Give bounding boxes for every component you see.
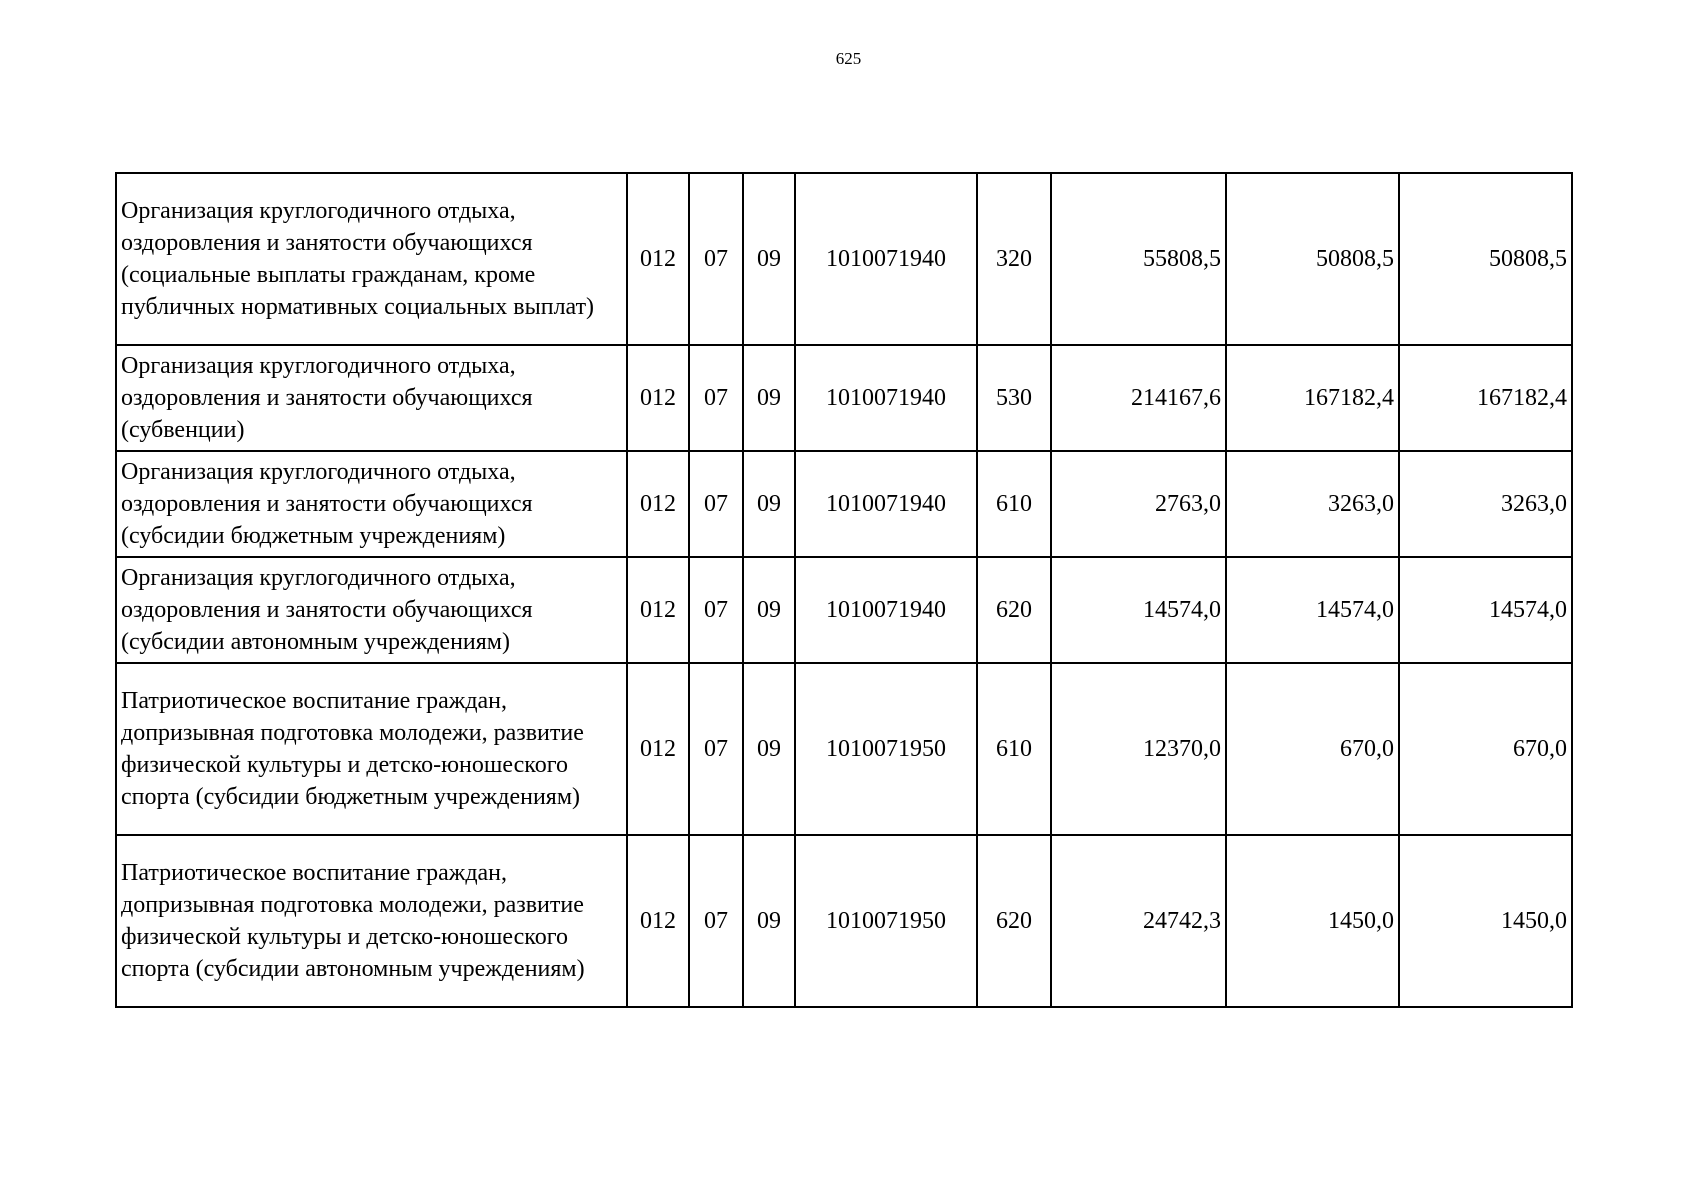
amount-year-2: 670,0 [1226, 663, 1399, 835]
ministry-code: 012 [627, 173, 689, 345]
target-article-code: 1010071940 [795, 173, 977, 345]
amount-year-2: 50808,5 [1226, 173, 1399, 345]
section-code: 07 [689, 451, 743, 557]
amount-year-2: 14574,0 [1226, 557, 1399, 663]
table-row [116, 663, 1572, 835]
target-article-code: 1010071940 [795, 557, 977, 663]
table-row [116, 345, 1572, 451]
section-code: 07 [689, 557, 743, 663]
ministry-code: 012 [627, 557, 689, 663]
row-description: Организация круглогодичного отдыха, оздоровления и занятости обучающихся (социальные выплаты гражданам, кроме публичных нормативных социальных выплат) [116, 173, 627, 345]
ministry-code: 012 [627, 345, 689, 451]
expense-type-code: 610 [977, 451, 1051, 557]
row-description: Организация круглогодичного отдыха, оздоровления и занятости обучающихся (субвенции) [116, 345, 627, 451]
target-article-code: 1010071950 [795, 663, 977, 835]
table-row [116, 557, 1572, 663]
subsection-code: 09 [743, 663, 795, 835]
ministry-code: 012 [627, 835, 689, 1007]
amount-year-1: 55808,5 [1051, 173, 1226, 345]
table-row [116, 835, 1572, 1007]
section-code: 07 [689, 345, 743, 451]
target-article-code: 1010071950 [795, 835, 977, 1007]
amount-year-3: 14574,0 [1399, 557, 1572, 663]
ministry-code: 012 [627, 451, 689, 557]
amount-year-3: 3263,0 [1399, 451, 1572, 557]
expense-type-code: 620 [977, 835, 1051, 1007]
amount-year-3: 167182,4 [1399, 345, 1572, 451]
amount-year-1: 2763,0 [1051, 451, 1226, 557]
page-number: 625 [835, 49, 862, 68]
ministry-code: 012 [627, 663, 689, 835]
section-code: 07 [689, 835, 743, 1007]
subsection-code: 09 [743, 451, 795, 557]
subsection-code: 09 [743, 557, 795, 663]
row-description: Патриотическое воспитание граждан, допризывная подготовка молодежи, развитие физической культуры и детско-юношеского спорта (субсидии автономным учреждениям) [116, 835, 627, 1007]
amount-year-1: 14574,0 [1051, 557, 1226, 663]
amount-year-3: 50808,5 [1399, 173, 1572, 345]
section-code: 07 [689, 663, 743, 835]
expense-type-code: 610 [977, 663, 1051, 835]
row-description: Организация круглогодичного отдыха, оздоровления и занятости обучающихся (субсидии автономным учреждениям) [116, 557, 627, 663]
subsection-code: 09 [743, 173, 795, 345]
expense-type-code: 620 [977, 557, 1051, 663]
table-row [116, 173, 1572, 345]
amount-year-2: 167182,4 [1226, 345, 1399, 451]
expense-type-code: 320 [977, 173, 1051, 345]
amount-year-2: 3263,0 [1226, 451, 1399, 557]
table-row [116, 451, 1572, 557]
amount-year-1: 214167,6 [1051, 345, 1226, 451]
amount-year-1: 12370,0 [1051, 663, 1226, 835]
subsection-code: 09 [743, 835, 795, 1007]
section-code: 07 [689, 173, 743, 345]
amount-year-2: 1450,0 [1226, 835, 1399, 1007]
target-article-code: 1010071940 [795, 451, 977, 557]
amount-year-3: 1450,0 [1399, 835, 1572, 1007]
target-article-code: 1010071940 [795, 345, 977, 451]
budget-table [115, 172, 1573, 1008]
amount-year-3: 670,0 [1399, 663, 1572, 835]
row-description: Патриотическое воспитание граждан, допризывная подготовка молодежи, развитие физической культуры и детско-юношеского спорта (субсидии бюджетным учреждениям) [116, 663, 627, 835]
expense-type-code: 530 [977, 345, 1051, 451]
subsection-code: 09 [743, 345, 795, 451]
amount-year-1: 24742,3 [1051, 835, 1226, 1007]
row-description: Организация круглогодичного отдыха, оздоровления и занятости обучающихся (субсидии бюджетным учреждениям) [116, 451, 627, 557]
